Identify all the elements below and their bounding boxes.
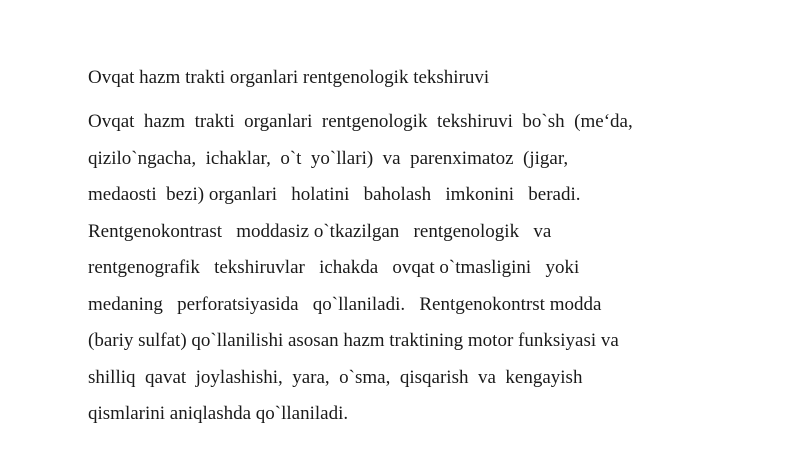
- body-line: medaosti bezi) organlari holatini baholash imkonini beradi.: [88, 184, 581, 205]
- body-line: Ovqat hazm trakti organlari rentgenologik tekshiruvi bo`sh (me‘da,: [88, 111, 633, 132]
- body-line: medaning perforatsiyasida qo`llaniladi. Rentgenokontrst modda: [88, 293, 602, 315]
- body-line: shilliq qavat joylashishi, yara, o`sma, qisqarish va kengayish: [88, 366, 583, 388]
- body-line: qizilo`ngacha, ichaklar, o`t yo`llari) va parenximatoz (jigar,: [88, 147, 569, 169]
- body-line: (bariy sulfat) qo`llanilishi asosan hazm traktining motor funksiyasi va: [88, 330, 619, 351]
- body-line: Rentgenokontrast moddasiz o`tkazilgan rentgenologik va: [88, 220, 552, 242]
- slide-body: [88, 106, 688, 435]
- slide-title: Ovqat hazm trakti organlari rentgenologik tekshiruvi: [88, 67, 490, 88]
- body-line: rentgenografik tekshiruvlar ichakda ovqat o`tmasligini yoki: [88, 257, 580, 278]
- body-line: qismlarini aniqlashda qo`llaniladi.: [88, 403, 349, 424]
